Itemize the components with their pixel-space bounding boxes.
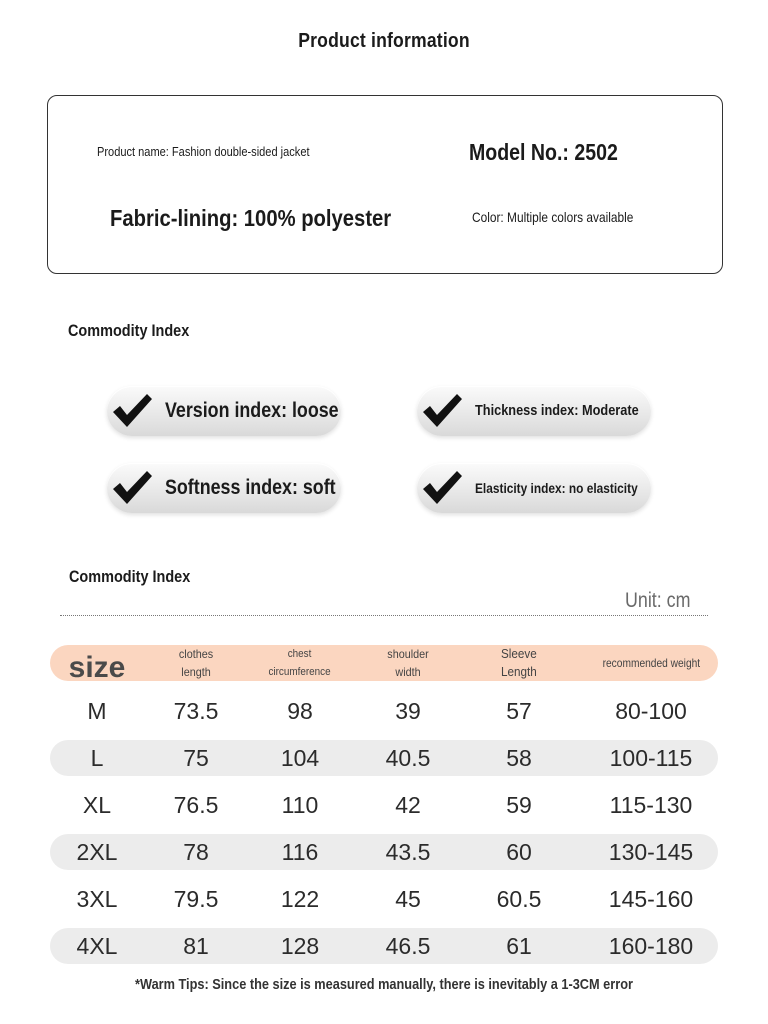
sleeve-cell: 58 <box>506 744 532 771</box>
checkmark-icon <box>421 392 463 430</box>
sleeve-cell: 57 <box>506 697 532 724</box>
product-name-text: Product name: Fashion double-sided jacket <box>97 144 310 159</box>
length-cell: 73.5 <box>173 697 219 724</box>
size-cell: XL <box>82 791 112 818</box>
length-cell: 76.5 <box>173 791 219 818</box>
sleeve-cell: 60 <box>506 838 532 865</box>
header-size: size <box>68 650 126 684</box>
version-index-pill <box>107 386 341 436</box>
header-shoulder: shoulder width <box>387 647 429 679</box>
unit-label: Unit: cm <box>625 589 691 612</box>
weight-cell: 115-130 <box>609 791 693 818</box>
size-section-heading: Commodity Index <box>69 567 191 586</box>
shoulder-cell: 40.5 <box>385 744 431 771</box>
chest-cell: 110 <box>281 791 319 818</box>
elasticity-index-pill <box>417 463 651 513</box>
shoulder-cell: 39 <box>395 697 421 724</box>
header-clothes-length: clothes length <box>178 647 214 679</box>
header-weight: recommended weight <box>602 656 700 670</box>
size-cell: 2XL <box>76 838 118 865</box>
page-title: Product information <box>298 30 470 52</box>
checkmark-icon <box>111 392 153 430</box>
size-cell: 3XL <box>76 885 118 912</box>
header-chest: chest circumference <box>268 648 332 678</box>
table-row <box>50 928 718 964</box>
length-cell: 79.5 <box>173 885 219 912</box>
length-cell: 78 <box>183 838 209 865</box>
size-cell: M <box>87 697 107 724</box>
softness-index-label: Softness index: soft <box>165 476 336 499</box>
checkmark-icon <box>111 469 153 507</box>
elasticity-index-label: Elasticity index: no elasticity <box>475 480 638 496</box>
product-info-box <box>47 95 723 274</box>
color-text: Color: Multiple colors available <box>472 209 634 225</box>
thickness-index-pill <box>417 386 651 436</box>
table-row <box>50 881 718 917</box>
table-row <box>50 787 718 823</box>
warm-tip-text: *Warm Tips: Since the size is measured manually, there is inevitably a 1-3CM error <box>135 976 633 993</box>
length-cell: 75 <box>183 744 209 771</box>
model-number-text: Model No.: 2502 <box>469 139 618 165</box>
shoulder-cell: 42 <box>395 791 421 818</box>
sleeve-cell: 59 <box>506 791 532 818</box>
shoulder-cell: 43.5 <box>385 838 431 865</box>
table-row <box>50 834 718 870</box>
size-cell: L <box>90 744 104 771</box>
table-row <box>50 693 718 729</box>
weight-cell: 100-115 <box>609 744 693 771</box>
divider <box>60 615 708 616</box>
checkmark-icon <box>421 469 463 507</box>
weight-cell: 145-160 <box>608 885 694 912</box>
softness-index-pill <box>107 463 341 513</box>
header-sleeve: Sleeve Length <box>501 646 537 679</box>
sleeve-cell: 60.5 <box>496 885 542 912</box>
shoulder-cell: 46.5 <box>385 932 431 959</box>
weight-cell: 130-145 <box>608 838 694 865</box>
chest-cell: 104 <box>280 744 320 771</box>
sleeve-cell: 61 <box>506 932 532 959</box>
weight-cell: 160-180 <box>608 932 694 959</box>
thickness-index-label: Thickness index: Moderate <box>475 402 639 419</box>
commodity-index-heading: Commodity Index <box>68 321 190 340</box>
chest-cell: 98 <box>287 697 313 724</box>
table-header-row <box>50 645 718 684</box>
chest-cell: 128 <box>280 932 320 959</box>
weight-cell: 80-100 <box>615 697 687 724</box>
version-index-label: Version index: loose <box>165 399 339 422</box>
length-cell: 81 <box>183 932 209 959</box>
chest-cell: 122 <box>280 885 320 912</box>
size-cell: 4XL <box>76 932 118 959</box>
chest-cell: 116 <box>281 838 319 865</box>
shoulder-cell: 45 <box>395 885 421 912</box>
fabric-text: Fabric-lining: 100% polyester <box>110 205 392 231</box>
table-row <box>50 740 718 776</box>
